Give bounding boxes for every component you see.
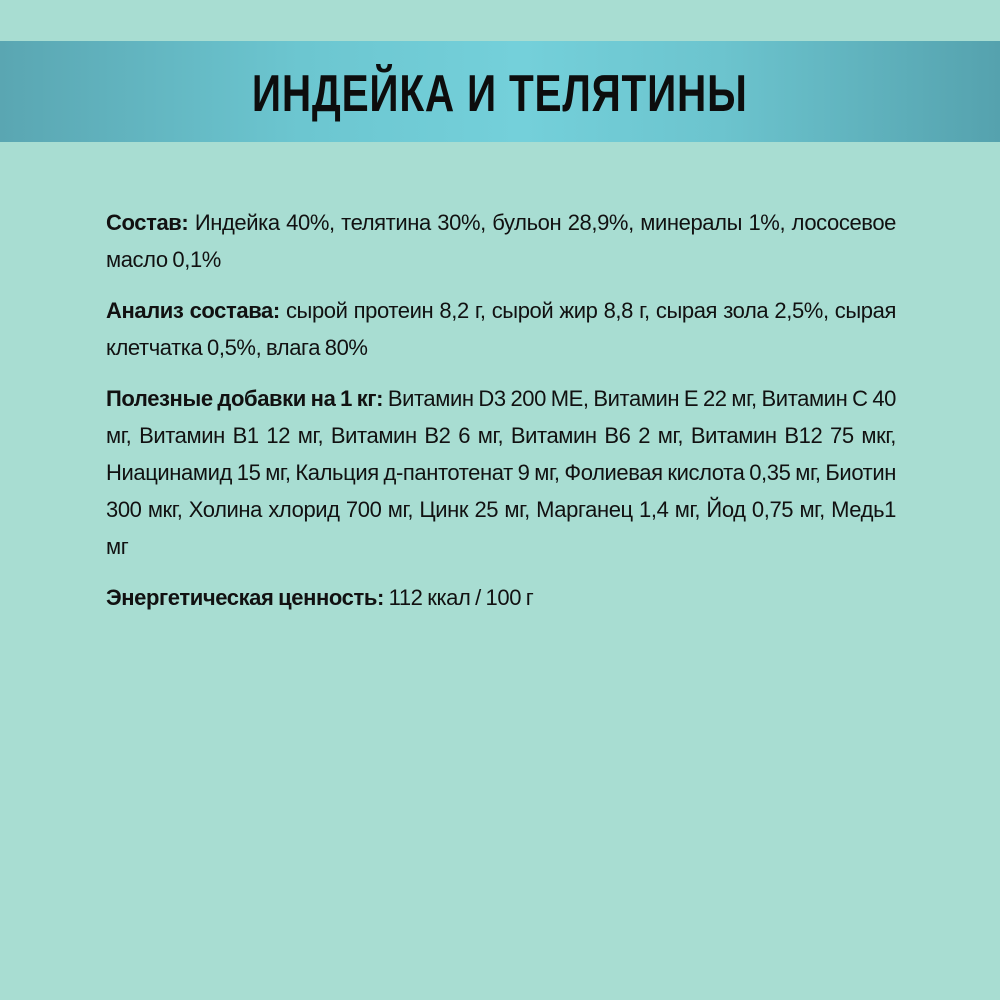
additives-text: Витамин D3 200 МЕ, Витамин Е 22 мг, Витамин С 40 мг, Витамин B1 12 мг, Витамин B2 6 мг, Витамин B6 2 мг, Витамин B12 75 мкг, Ниацинамид 15 мг, Кальция д-пантотенат 9 мг, Фолиевая кислота 0,35 мг, Биотин 300 мкг, Холина хлорид 700 мг, Цинк 25 мг, Марганец 1,4 мг, Йод 0,75 мг, Медь1 мг [106, 386, 896, 559]
analysis-text: сырой протеин 8,2 г, сырой жир 8,8 г, сырая зола 2,5%, сырая клетчатка 0,5%, влага 80% [106, 298, 896, 360]
title-banner [0, 41, 1000, 142]
energy-label: Энергетическая ценность: [106, 585, 384, 610]
page-title: ИНДЕЙКА И ТЕЛЯТИНЫ [252, 64, 748, 123]
composition-label: Состав: [106, 210, 189, 235]
energy-paragraph [106, 579, 896, 616]
composition-paragraph [106, 204, 896, 278]
energy-text: 112 ккал / 100 г [383, 585, 534, 610]
additives-label: Полезные добавки на 1 кг: [106, 386, 384, 411]
analysis-label: Анализ состава: [106, 298, 280, 323]
analysis-paragraph [106, 292, 896, 366]
additives-paragraph [106, 380, 896, 565]
composition-text: Индейка 40%, телятина 30%, бульон 28,9%, минералы 1%, лососевое масло 0,1% [106, 210, 896, 272]
product-info [106, 204, 896, 630]
